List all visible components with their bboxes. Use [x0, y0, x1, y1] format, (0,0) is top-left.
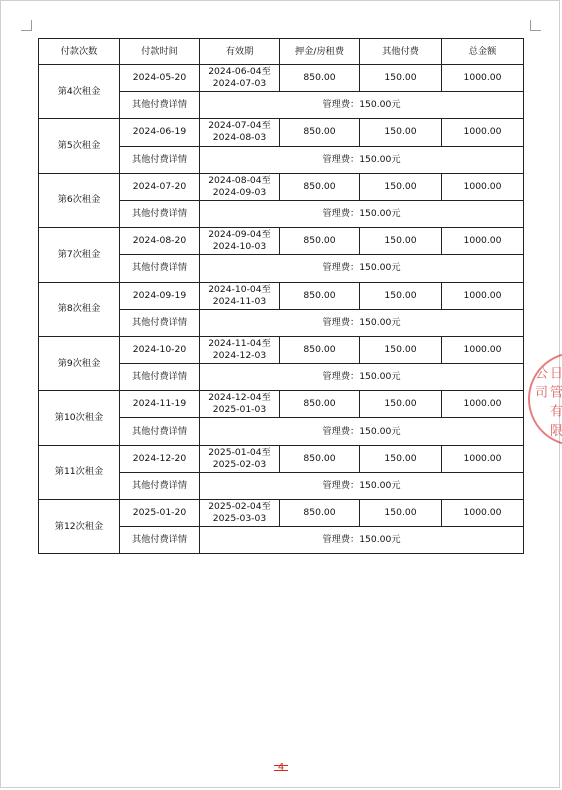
rent-payment-table — [38, 38, 524, 554]
period-cell — [200, 228, 280, 255]
date-cell: 2024-06-19 — [120, 119, 200, 146]
date-cell: 2024-11-19 — [120, 391, 200, 418]
period-cell — [200, 336, 280, 363]
period-start: 2024-12-04至 — [208, 392, 271, 404]
other-fee-detail: 管理费：150.00元 — [200, 309, 524, 336]
total-cell: 1000.00 — [442, 65, 524, 92]
total-cell: 1000.00 — [442, 445, 524, 472]
total-cell: 1000.00 — [442, 336, 524, 363]
period-start: 2024-09-04至 — [208, 229, 271, 241]
rent-cell: 850.00 — [280, 500, 360, 527]
term-cell: 第10次租金 — [39, 391, 120, 445]
total-cell: 1000.00 — [442, 228, 524, 255]
other-fee-label: 其他付费详情 — [120, 146, 200, 173]
date-cell: 2025-01-20 — [120, 500, 200, 527]
period-cell — [200, 119, 280, 146]
header-rent: 押金/房租费 — [280, 39, 360, 65]
table-row — [39, 282, 524, 309]
period-cell — [200, 445, 280, 472]
other-fee-detail: 管理费：150.00元 — [200, 255, 524, 282]
page-number — [0, 762, 562, 773]
period-end: 2024-12-03 — [212, 349, 267, 361]
term-cell: 第6次租金 — [39, 173, 120, 227]
header-date: 付款时间 — [120, 39, 200, 65]
period-end: 2024-10-03 — [212, 241, 267, 253]
rent-cell: 850.00 — [280, 65, 360, 92]
page-number-value: 4 — [274, 765, 288, 771]
other-cell: 150.00 — [360, 65, 442, 92]
period-cell — [200, 282, 280, 309]
rent-cell: 850.00 — [280, 282, 360, 309]
other-fee-detail: 管理费：150.00元 — [200, 92, 524, 119]
total-cell: 1000.00 — [442, 282, 524, 309]
rent-cell: 850.00 — [280, 173, 360, 200]
table-row — [39, 228, 524, 255]
table-row — [39, 173, 524, 200]
rent-cell: 850.00 — [280, 336, 360, 363]
date-cell: 2024-05-20 — [120, 65, 200, 92]
term-cell: 第7次租金 — [39, 228, 120, 282]
other-cell: 150.00 — [360, 282, 442, 309]
table-row — [39, 391, 524, 418]
term-cell: 第9次租金 — [39, 336, 120, 390]
period-start: 2024-07-04至 — [208, 120, 271, 132]
total-cell: 1000.00 — [442, 391, 524, 418]
term-cell: 第8次租金 — [39, 282, 120, 336]
term-cell: 第12次租金 — [39, 500, 120, 554]
rent-cell: 850.00 — [280, 119, 360, 146]
other-fee-label: 其他付费详情 — [120, 200, 200, 227]
seal-text: 日 管 有 限 公 司 — [532, 366, 562, 438]
date-cell: 2024-08-20 — [120, 228, 200, 255]
other-fee-label: 其他付费详情 — [120, 309, 200, 336]
term-cell: 第5次租金 — [39, 119, 120, 173]
rent-cell: 850.00 — [280, 228, 360, 255]
other-cell: 150.00 — [360, 228, 442, 255]
other-fee-detail: 管理费：150.00元 — [200, 146, 524, 173]
period-start: 2024-10-04至 — [208, 283, 271, 295]
other-fee-label: 其他付费详情 — [120, 92, 200, 119]
date-cell: 2024-09-19 — [120, 282, 200, 309]
header-period: 有效期 — [200, 39, 280, 65]
total-cell: 1000.00 — [442, 173, 524, 200]
date-cell: 2024-12-20 — [120, 445, 200, 472]
other-fee-detail: 管理费：150.00元 — [200, 200, 524, 227]
table-header-row — [39, 39, 524, 65]
header-total: 总金额 — [442, 39, 524, 65]
period-start: 2024-08-04至 — [208, 174, 271, 186]
other-fee-detail: 管理费：150.00元 — [200, 418, 524, 445]
period-end: 2024-11-03 — [212, 295, 267, 307]
rent-cell: 850.00 — [280, 391, 360, 418]
other-fee-detail: 管理费：150.00元 — [200, 472, 524, 499]
date-cell: 2024-07-20 — [120, 173, 200, 200]
other-fee-label: 其他付费详情 — [120, 472, 200, 499]
total-cell: 1000.00 — [442, 500, 524, 527]
period-end: 2025-03-03 — [212, 513, 267, 525]
period-end: 2024-07-03 — [212, 78, 267, 90]
total-cell: 1000.00 — [442, 119, 524, 146]
period-end: 2025-02-03 — [212, 458, 267, 470]
table-row — [39, 445, 524, 472]
other-fee-detail: 管理费：150.00元 — [200, 527, 524, 554]
other-cell: 150.00 — [360, 173, 442, 200]
table-row — [39, 500, 524, 527]
crop-mark-top-left — [21, 20, 32, 31]
period-cell — [200, 65, 280, 92]
other-fee-label: 其他付费详情 — [120, 527, 200, 554]
period-end: 2024-08-03 — [212, 132, 267, 144]
period-cell — [200, 391, 280, 418]
table-row — [39, 65, 524, 92]
period-end: 2024-09-03 — [212, 186, 267, 198]
period-start: 2024-11-04至 — [208, 337, 271, 349]
other-fee-label: 其他付费详情 — [120, 418, 200, 445]
table-body — [39, 65, 524, 554]
table-row — [39, 336, 524, 363]
other-fee-label: 其他付费详情 — [120, 364, 200, 391]
term-cell: 第4次租金 — [39, 65, 120, 119]
rent-cell: 850.00 — [280, 445, 360, 472]
other-fee-detail: 管理费：150.00元 — [200, 364, 524, 391]
term-cell: 第11次租金 — [39, 445, 120, 499]
other-cell: 150.00 — [360, 119, 442, 146]
header-other: 其他付费 — [360, 39, 442, 65]
date-cell: 2024-10-20 — [120, 336, 200, 363]
header-term: 付款次数 — [39, 39, 120, 65]
period-start: 2025-02-04至 — [208, 501, 271, 513]
period-end: 2025-01-03 — [212, 404, 267, 416]
other-fee-label: 其他付费详情 — [120, 255, 200, 282]
period-start: 2025-01-04至 — [208, 446, 271, 458]
other-cell: 150.00 — [360, 336, 442, 363]
other-cell: 150.00 — [360, 500, 442, 527]
period-cell — [200, 173, 280, 200]
period-start: 2024-06-04至 — [208, 66, 271, 78]
table-row — [39, 119, 524, 146]
other-cell: 150.00 — [360, 391, 442, 418]
other-cell: 150.00 — [360, 445, 442, 472]
period-cell — [200, 500, 280, 527]
crop-mark-top-right — [530, 20, 541, 31]
